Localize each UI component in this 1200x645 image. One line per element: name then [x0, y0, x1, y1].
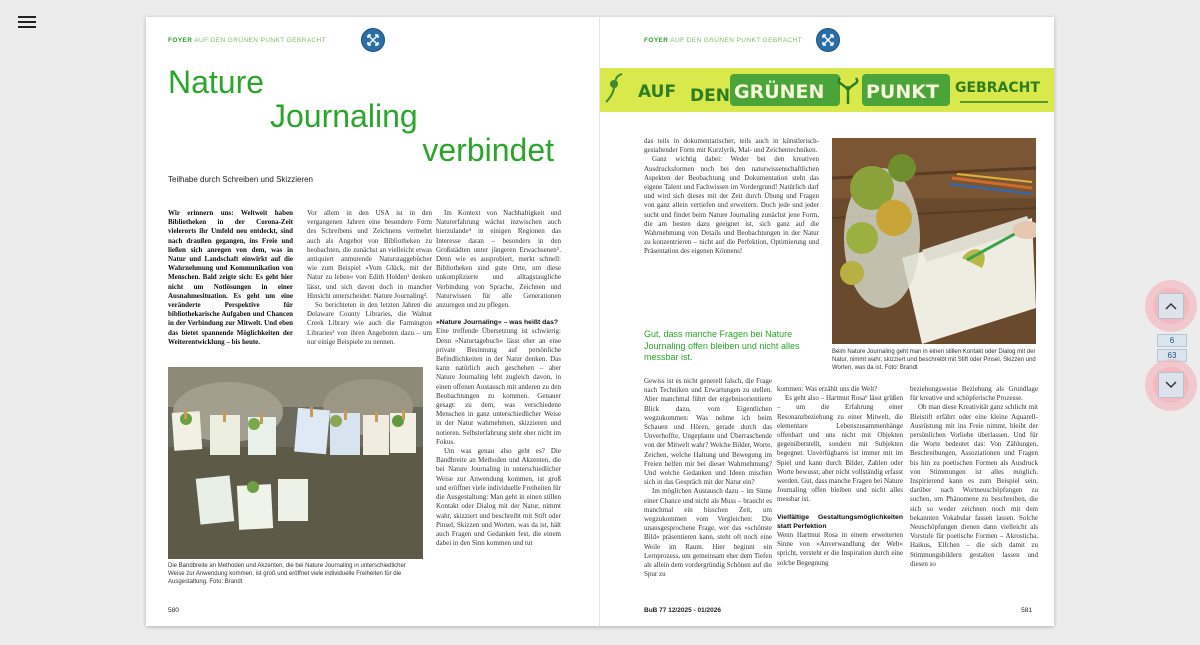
- page-counter: [1157, 334, 1187, 364]
- banner-word-1: AUF: [638, 82, 677, 102]
- text-column-2: kommen: Was erzählt uns die Welt? Es geht also – Hartmut Rosa⁶ lässt grüßen – um die Erfahrung einer Resonanzbeziehung zu einer Mitwelt, die elementare Lebenszusammenhänge offenbart und uns nicht mit Objekten gegenüberstellt, sondern mit Subjekten begegnet. Unverfügbares ist immer mit im Spiel und kann durch Bilder, Zahlen oder Worte bewusst, aber nicht vollständig erfasst werden. Gut, dass manche Fragen bei Nature Journaling offen bleiben und nicht alles messbar ist. Vielfältige Gestaltungsmöglichkeiten statt Perfektion Wenn Hartmut Rosa in einem erweiterten Sinne von »Anverwandlung der Welt« spricht, versteht er die Inspiration durch eine solche Begegnung: [777, 385, 903, 567]
- text-column-3: beziehungsweise Beziehung als Grundlage für kreative und schöpferische Prozesse. Ob man diese Kreativität ganz schlicht mit Bleistift erfährt oder eine kleine Aquarell-Ausrüstung mit ins Freie nimmt, bleibt der persönlichen Vorliebe überlassen. Und für die Worte bedeutet das: Von Zählungen, Beschreibungen, Assoziationen und Fragen bis hin zu poetischen Formen als Ausdruck von Stimmungen ist alles möglich. Inspirierend kann es zum Beispiel sein, darüber nach Wortneuschöpfungen zu suchen, um Phänomene zu beschreiben, die sich so weder zeichnen noch mit dem bekannten Vokabular fassen lassen. Solche Neuschöpfungen dienen dann vielleicht als Vorstufe für poetische Formen – Akrosticha, Haikus, Elfchen – die sich damit zu Stimmungsbildern gestalten lassen und diesen so: [910, 385, 1038, 568]
- text-column-1-lower: Gewiss ist es nicht generell falsch, die Frage nach Techniken und Erwartungen zu stellen. Aber manchmal führt der ergebnisorientierte Blick dazu, vom Eigentlichen wegzukommen: Was nehme ich beim Schauen und Hören, gerade durch das Unverhoffte, Ungeplante und Überraschende von der Mitwelt wahr? Welche Bilder, Worte, Zeichen, welche Haltung und Bewegung im Freien helfen mir bei dieser Wahrnehmung? Und welche Gedanken und Ideen mischen sich in das Gespräch mit der Natur ein? Im möglichen Austausch dazu – im Sinne einer Chance und nicht als Muss – braucht es manchmal ein bisschen Zeit, um wegzukommen vom Vergleichen: Die unausgesprochene Frage, wer das »schönste Bild« präsentieren kann, steht oft noch eine Weile im Raum. Hier beginnt ein Lernprozess, um gemeinsam eher dem Tiefen als allein dem vordergründig Schönen auf die Spur zu: [644, 377, 772, 579]
- right-page: [600, 17, 1054, 626]
- banner-word-2: DEN: [690, 86, 730, 106]
- banner-word-3: GRÜNEN: [734, 81, 825, 103]
- journaling-photo-sketchbook: [832, 138, 1036, 344]
- text-column-1: Wir erinnern uns: Weltweit haben Bibliotheken in der Corona-Zeit vielerorts ihr Umfeld neu entdeckt, sind nach draußen gegangen, ins Freie und ließen sich anregen von dem, was in Natur und Landschaft einwirkt auf die Wahrnehmung und Kommunikation von Menschen. Bald zeigte sich: Es geht hier nicht um Notlösungen in einer Ausnahmesituation. Es geht um eine veränderte Perspektive für bibliothekarische Aufgaben und Chancen in der Verbindung zur Mitwelt. Und eben das bietet spannende Möglichkeiten der Weiterentwicklung – bis heute.: [168, 209, 293, 346]
- expand-arrows-icon[interactable]: [361, 28, 385, 52]
- photo-caption-left: Die Bandbreite an Methoden und Akzenten, die bei Nature Journaling in unterschiedlicher Weise zur Anwendung kommen, ist groß und eröffnet viele individuelle Freiheiten für die Ausgestaltung. Foto: Brandt: [168, 563, 406, 585]
- left-page: [146, 17, 600, 626]
- banner-word-4: PUNKT: [866, 81, 939, 103]
- journaling-photo-leaves: [168, 367, 423, 559]
- expand-arrows-icon[interactable]: [816, 28, 840, 52]
- current-page: 6: [1157, 334, 1187, 347]
- photo-caption-right: Beim Nature Journaling geht man in einen stillen Kontakt oder Dialog mit der Natur, nimmt wahr, skizziert und beschreibt mit Stift oder Pinsel, Skizzen und Worten, was da ist. Foto: Brandt: [832, 349, 1036, 371]
- text-column-1: das teils in dokumentarischer, teils auch in künstlerisch-gestaltender Form mit Kurzlyrik, Mal- und Zeichentechniken. Ganz wichtig dabei: Weder bei den kreativen Ausdrucksformen noch bei den naturwissenschaftlichen Aspekten der Beobachtung und Dokumentation steht das eigene Talent und Fachwissen im Vordergrund! Natürlich darf und wird sich dieses mit der Zeit durch Übung und Fragen von ganz allein vertiefen und erweitern. Doch jede und jeder sucht und findet beim Nature Journaling zunächst jene Form, die am besten dazu geeignet ist, sich ganz auf die Wahrnehmung von Details und Beobachtungen in der Natur zu konzentrieren – nicht auf die Perfektion, Optimierung und Präsentation des eigenen Könnens!: [644, 137, 819, 256]
- page-number-left: 580: [168, 607, 179, 614]
- previous-page-button[interactable]: [1153, 288, 1189, 324]
- next-page-button[interactable]: [1153, 367, 1189, 403]
- chevron-down-icon: [1158, 372, 1184, 398]
- hamburger-menu-icon[interactable]: [18, 16, 36, 30]
- article-title: Nature Journaling verbindet: [168, 64, 554, 168]
- text-column-3: Im Kontext von Nachhaltigkeit und Naturerfahrung wächst inzwischen auch hierzulande⁴ in einigen Regionen das Interesse daran – besonders in den Großstädten unter jüngeren Erwachsenen⁵. Denn wie es ausprobiert, merkt schnell: Bibliotheken sind gute Orte, um diese unkomplizierte und alltagstaugliche Verbindung von Sprache, Zeichnen und Naturwissen für alle Generationen anzuregen und zu pflegen. »Nature Journaling« – was heißt das? Eine treffende Übersetzung ist schwierig: Denn »Naturtagebuch« lässt eher an eine private Besinnung auf persönliche Befindlichkeiten in der Natur denken. Das kann natürlich auch geschehen – aber Nature Journaling lebt zugleich davon, in einen offenen Austausch mit anderen zu den Beobachtungen zu kommen. Genauer gesagt: zu dem, was verschiedene Menschen in ganz unterschiedlicher Weise in der Natur wahrnehmen, skizzieren und notieren. Selbsterfahrung steht eher nicht im Fokus. Um was genau also geht es? Die Bandbreite an Methoden und Akzenten, die bei Nature Journaling in unterschiedlicher Weise zur Anwendung kommen, ist groß und eröffnet viele individuelle Freiheiten für die Ausgestaltung: Man geht in einen stillen Kontakt oder Dialog mit der Natur, nimmt wahr, skizziert und beschreibt mit Stift oder Pinsel, Skizzen und Worten, was da ist, hält auch Fragen und Gedanken fest, die einem dabei in den Sinn kommen und tut: [436, 209, 561, 548]
- banner-word-5: GEBRACHT: [955, 80, 1040, 96]
- pull-quote: Gut, dass manche Fragen bei Nature Journaling offen bleiben und nicht alles messbar ist.: [644, 329, 800, 362]
- chevron-up-icon: [1158, 293, 1184, 319]
- magazine-issue: BuB 77 12/2025 - 01/2026: [644, 607, 721, 614]
- article-subtitle: Teilhabe durch Schreiben und Skizzieren: [168, 175, 313, 184]
- text-column-2: Vor allem in den USA ist in den vergangenen Jahren eine besondere Form des Schreibens und Zeichnens vermehrt auch als Angebot von Bibliotheken zu beobachten, die zunächst an vielleicht etwas antiquiert anmutende Naturstaggebücher wie zum Beispiel »Vom Glück, mit der Natur zu leben« von Edith Holden¹ denken lässt, und sich davon doch in mancher Hinsicht unterscheidet: Nature Journaling². So berichteten in den letzten Jahren die Delaware County Libraries, die Walnut Creek Library wie auch die Farmington Libraries³ von ihren Angeboten dazu – um nur einige Beispiele zu nennen.: [307, 209, 432, 346]
- section-kicker: FOYER AUF DEN GRÜNEN PUNKT GEBRACHT: [168, 37, 326, 44]
- total-pages: 63: [1157, 349, 1187, 362]
- section-banner: [600, 68, 1054, 112]
- section-kicker: FOYER AUF DEN GRÜNEN PUNKT GEBRACHT: [644, 37, 802, 44]
- magazine-spread: [146, 17, 1054, 626]
- page-number-right: 581: [1021, 607, 1032, 614]
